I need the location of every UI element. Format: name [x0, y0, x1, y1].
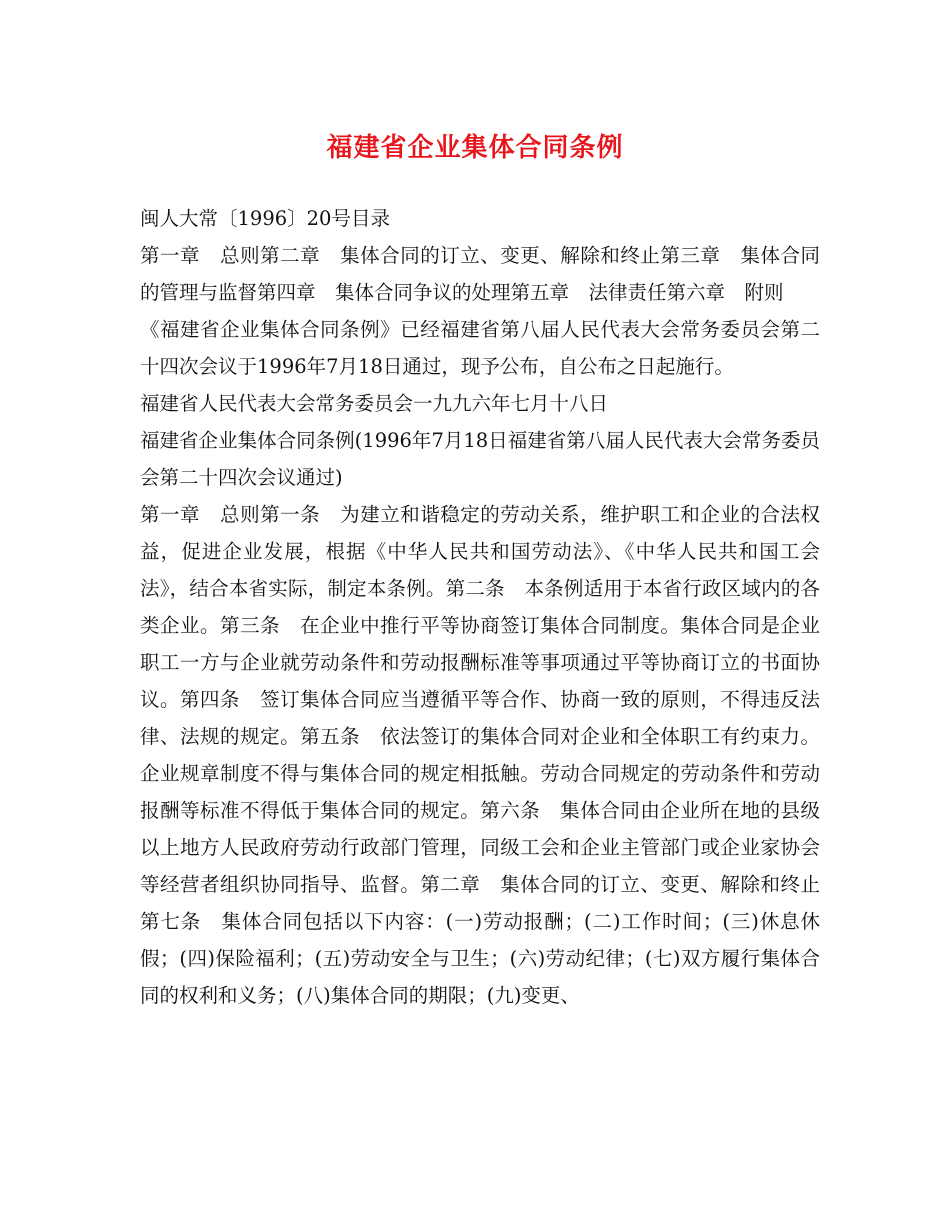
chapter-one-text: 第一章 总则第一条 为建立和谐稳定的劳动关系，维护职工和企业的合法权益，促进企业发展，根据《中华人民共和国劳动法》、《中华人民共和国工会法》，结合本省实际，制定本条例。第二条 本条例适用于本省行政区域内的各类企业。第三条 在企业中推行平等协商签订集体合同制度。集体合同是企业职工一方与企业就劳动条件和劳动报酬标准等事项通过平等协商订立的书面协议。第四条 签订集体合同应当遵循平等合作、协商一致的原则，不得违反法律、法规的规定。第五条 依法签订的集体合同对企业和全体职工有约束力。企业规章制度不得与集体合同的规定相抵触。劳动合同规定的劳动条件和劳动报酬等标准不得低于集体合同的规定。第六条 集体合同由企业所在地的县级以上地方人民政府劳动行政部门管理，同级工会和企业主管部门或企业家协会等经营者组织协同指导、监督。第二章 集体合同的订立、变更、解除和终止第七条 集体合同包括以下内容：(一)劳动报酬；(二)工作时间；(三)休息休假；(四)保险福利；(五)劳动安全与卫生；(六)劳动纪律；(七)双方履行集体合同的权利和义务；(八)集体合同的期限；(九)变更、: [140, 503, 820, 1007]
table-of-contents: 第一章 总则第二章 集体合同的订立、变更、解除和终止第三章 集体合同的管理与监督第四章 集体合同争议的处理第五章 法律责任第六章 附则: [140, 244, 820, 304]
regulation-heading: 福建省企业集体合同条例(1996年7月18日福建省第八届人民代表大会常务委员会第二十四次会议通过): [140, 429, 820, 489]
document-title: 福建省企业集体合同条例: [326, 133, 624, 163]
issuing-authority-date: 福建省人民代表大会常务委员会一九九六年七月十八日: [140, 392, 609, 415]
document-body: [140, 200, 820, 1014]
promulgation-notice: 《福建省企业集体合同条例》已经福建省第八届人民代表大会常务委员会第二十四次会议于1996年7月18日通过，现予公布，自公布之日起施行。: [140, 318, 820, 378]
document-number-and-contents: 闽人大常〔1996〕20号目录: [140, 207, 390, 230]
